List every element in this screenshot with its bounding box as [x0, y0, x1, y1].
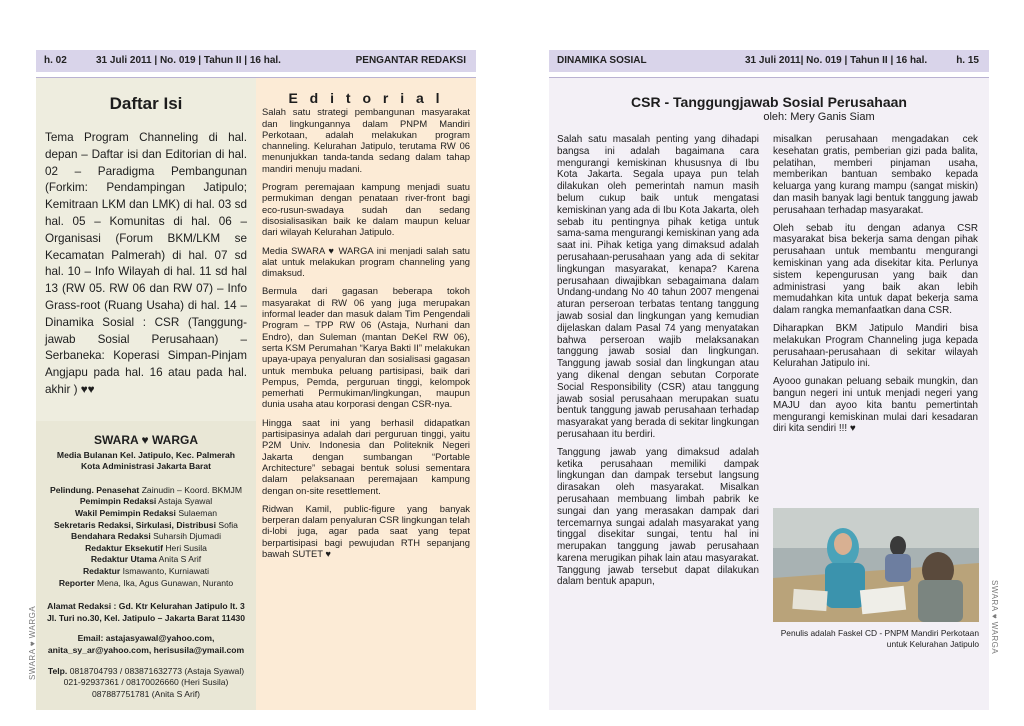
crew-member	[36, 508, 256, 520]
crew-name: Heri Susila	[165, 542, 207, 553]
crew-role: Sekretaris Redaksi, Sirkulasi, Distribusi	[54, 519, 216, 530]
crew-name: Suharsih Djumadi	[153, 531, 221, 542]
article-paragraph: Ayooo gunakan peluang sebaik mungkin, dan bangun negeri ini untuk menjadi negeri yang MAJU dan ayoo kita bantu pemertintah mengurangi kemiskinan mulai dari kesadaran diri kita sendiri !!! ♥	[773, 376, 978, 435]
editorial-title: E d i t o r i a l	[288, 90, 444, 106]
meeting-photo-image	[773, 508, 979, 622]
crew-member	[36, 520, 256, 532]
csr-article	[549, 78, 989, 710]
address-line-1: Alamat Redaksi : Gd. Ktr Kelurahan Jatipulo lt. 3	[47, 601, 245, 612]
editorial-paragraph: Program peremajaan kampung menjadi suatu permukiman dengan penataan river-front bagi eco-rusun-swadaya sudah dan sedang disosialisasikan baik ke dalam maupun keluar dari wilayah Kelurahan Jatipulo.	[262, 181, 470, 238]
masthead-address	[36, 601, 256, 624]
masthead-subtitle-2: Kota Administrasi Jakarta Barat	[80, 461, 212, 472]
phone-number-3: 087887751781 (Anita S Arif)	[92, 688, 200, 699]
crew-member	[36, 554, 256, 566]
left-page	[28, 50, 476, 710]
article-paragraph: misalkan perusahaan mengadakan cek kesehatan gratis, pemberian gizi pada balita, pelatihan, memberi pinjaman usaha, memberikan bantuan sembako kepada keluarga yang kurang mampu (sangat miskin) dan masih banyak lagi bentuk tanggung jawab perusahaan terhadap masyarakat.	[773, 134, 978, 216]
crew-role: Pemimpin Redaksi	[79, 496, 157, 507]
crew-member	[36, 543, 256, 555]
phone-number-2: 021-92937361 / 08170026660 (Heri Susila)	[63, 677, 229, 688]
phone-label: Telp.	[47, 665, 68, 676]
crew-name: Anita S Arif	[158, 554, 202, 565]
crew-member	[36, 578, 256, 590]
crew-role: Reporter	[58, 577, 95, 588]
crew-role: Redaktur	[82, 565, 121, 576]
email-line-2: anita_sy_ar@yahoo.com, herisusila@ymail.com	[47, 644, 245, 655]
caption-line-1: Penulis adalah Faskel CD - PNPM Mandiri Perkotaan	[780, 628, 979, 638]
left-side-label: SWARA ♥ WARGA	[28, 605, 37, 680]
crew-member	[36, 496, 256, 508]
masthead-title: SWARA ♥ WARGA	[93, 433, 198, 447]
email-line-1: Email: astajasyawal@yahoo.com,	[77, 633, 215, 644]
editorial-paragraph: Bermula dari gagasan beberapa tokoh masyarakat di RW 06 yang juga merupakan informal leader dan masuk dalam Tim Pengendali Program – TPP RW 06 (Astaja, Nurhani dan Endro), dan Suleman (mantan DeKel RW 06), serta KSM Perumahan “Karya Bakti II” melakukan upaya-upaya penyaluran dan sosialisasi gagasan untuk membuka peluang partisipasi, baik dari Pempus, Pemda, perguruan tinggi, kelompok pemerhati Permukiman/lingkungan, maupun dunia usaha atau korporasi dengan CSR-nya.	[262, 285, 470, 410]
caption-line-2: untuk Kelurahan Jatipulo	[886, 638, 979, 649]
crew-name: Zainudin – Koord. BKMJM	[141, 484, 242, 495]
editorial-paragraph: Media SWARA ♥ WARGA ini menjadi salah satu alat untuk melakukan program channeling yang dimaksud.	[262, 244, 470, 279]
meeting-photo	[773, 508, 979, 622]
article-column-1	[557, 134, 759, 594]
article-paragraph: Tanggung jawab yang dimaksud adalah ketika perusahaan memiliki dampak lingkungan dan dampak tersebut langsung dirasakan oleh masyarakat. Misalkan perusahaan membuang limbah pabrik ke sungai dan yang merasakan dampak dari tercemarnya sungai adalah masyarakat yang tinggal disekitar sungai, tentu hal ini merupakan tanggung jawab perusahaan karena merugikan pihak lain atau masyarakat. Tanggung jawab tersebut dapat dilakukan dalam bentuk apapun,	[557, 446, 759, 588]
right-issue-info: 31 Juli 2011| No. 019 | Tahun II | 16 hal.	[745, 55, 928, 66]
crew-name: Ismawanto, Kurniawati	[122, 565, 210, 576]
crew-member	[36, 566, 256, 578]
article-paragraph: Salah satu masalah penting yang dihadapi bangsa ini adalah bagaimana cara mengurangi kemiskinan khususnya di Ibu Kota Jakarta. Segala upaya pun telah dilakukan oleh pemerintah namun masih belum cukup baik untuk mengatasi kemiskinan yang ada di Ibu Kota Jakarta, oleh sebab itu pentingnya pihak ketiga untuk sama-sama mengurangi kemiskinan yang ada saat ini. Pihak ketiga yang dimaksud adalah perusahaan-perusahaan yang ada di sekitar lingkungan masyarakat, kenapa? Karena perusahaan diwajibkan sebagaimana dalam Undang-undang No 40 tahun 2007 mengenai aturan perseroan terbatas tentang tanggung jawab sosial dan lingkungan yang kemudian dijelaskan dalam Pasal 74 yang menyatakan bahwa perseroan wajib melaksanakan tanggung jawab sosial dan lingkungan. Tanggung jawab sosial dan lingkungan atau yang dikenal dengan sebutan Corporate Social Responsibility (CSR) atau tanggung jawab sosial perusahaan merupakan suatu bentuk tanggung jawab perusahaan terhadap masyarakat yang berada di sekitar lingkungan perusahaan itu berdiri.	[557, 134, 760, 440]
crew-name: Sulaeman	[178, 507, 218, 518]
left-page-number: h. 02	[44, 55, 67, 66]
editorial-column	[256, 78, 476, 710]
masthead-phone	[36, 666, 256, 701]
right-header-bar	[549, 50, 989, 72]
crew-name: Sofia	[218, 519, 238, 530]
crew-role: Wakil Pemimpin Redaksi	[74, 507, 176, 518]
article-title: CSR - Tanggungjawab Sosial Perusahaan	[631, 94, 907, 110]
toc-text: Tema Program Channeling di hal. depan – Daftar isi dan Editorian di hal. 02 – Paradigma Pembangunan (Forkim: Pendampingan Jatipulo; Kemitraan LKM dan LMK) di hal. 03 sd hal. 05 – Komunitas di hal. 06 – Organisasi (Forum BKM/LKM se Kecamatan Palmerah) di hal. 07 sd hal. 10 – Info Wilayah di hal. 11 sd hal 13 (RW 05. RW 06 dan RW 07) – Info Grass-root (Ruang Usaha) di hal. 14 – Dinamika Sosial : CSR (Tanggung-jawab Sosial Perusahaan) – Serbaneka: Koperasi Simpan-Pinjam Angjapu pada hal. 16 atau pada hal. akhir ) ♥♥	[45, 131, 247, 396]
article-column-2	[773, 134, 978, 441]
left-issue-info: 31 Juli 2011 | No. 019 | Tahun II | 16 hal.	[96, 55, 281, 66]
phone-line-1	[36, 666, 256, 678]
toc-title: Daftar Isi	[109, 94, 183, 113]
masthead	[36, 421, 256, 710]
crew-name: Mena, Ika, Agus Gunawan, Nuranto	[97, 577, 234, 588]
address-line-2: Jl. Turi no.30, Kel. Jatipulo – Jakarta Barat 11430	[46, 612, 246, 623]
crew-role: Redaktur Utama	[90, 554, 157, 565]
right-section-name: DINAMIKA SOSIAL	[557, 55, 647, 66]
crew-role: Pelindung. Penasehat	[49, 484, 140, 495]
right-page	[549, 50, 999, 710]
left-header-bar	[36, 50, 476, 72]
crew-role: Bendahara Redaksi	[71, 531, 151, 542]
left-section-name: PENGANTAR REDAKSI	[355, 55, 466, 66]
right-side-label: SWARA ♥ WARGA	[990, 580, 999, 655]
crew-role: Redaktur Eksekutif	[85, 542, 163, 553]
right-page-number: h. 15	[956, 55, 979, 66]
photo-caption	[773, 628, 979, 649]
editorial-paragraph: Hingga saat ini yang berhasil didapatkan partisipasinya adalah dari perguruan tinggi, yaitu P2M Univ. Indonesia dan Politeknik Negeri Jakarta dengan sumbangan “Portable Architecture” sebagai bentuk solusi sementara dalam pelaksanaan peremajaan kampung dengan on-site resettlement.	[262, 416, 470, 496]
editorial-paragraph: Salah satu strategi pembangunan masyarakat dan lingkungannya dalam PNPM Mandiri Perkotaan, adalah melakukan program channeling. Kelurahan Jatipulo, terutama RW 06 menunjukkan tanda-tanda sedang dalam tahap mandiri menuju madani.	[262, 106, 470, 174]
table-of-contents	[36, 78, 256, 421]
crew-name: Astaja Syawal	[158, 496, 213, 507]
crew-member	[36, 485, 256, 497]
masthead-crew	[36, 485, 256, 589]
phone-number-1: 0818704793 / 083871632773 (Astaja Syawal)	[69, 665, 245, 676]
masthead-email	[36, 633, 256, 656]
editorial-paragraph: Ridwan Kamil, public-figure yang banyak berperan dalam penyaluran CSR lingkungan telah di-lobi juga, agar pada saat yang tepat berpartisipasi bagi pewujudan RTH sepanjang bawah SUTET ♥	[262, 502, 470, 559]
article-paragraph: Diharapkan BKM Jatipulo Mandiri bisa melakukan Program Channeling juga kepada perusahaan-perusahaan di sekitar wilayah Kelurahan Jatipulo ini.	[773, 322, 978, 370]
article-byline: oleh: Mery Ganis Siam	[763, 111, 875, 123]
crew-member	[36, 531, 256, 543]
article-paragraph: Oleh sebab itu dengan adanya CSR masyarakat bisa bekerja sama dengan pihak perusahaan untuk membantu mengurangi kemiskinan yang ada disekitar kita. Perlunya sistem kepengurusan yang baik dan administrasi yang baik akan lebih memudahkan kita untuk dapat bekerja sama dalam rangka memanfaatkan dana CSR.	[773, 222, 978, 317]
masthead-subtitle-1: Media Bulanan Kel. Jatipulo, Kec. Palmerah	[56, 449, 236, 460]
